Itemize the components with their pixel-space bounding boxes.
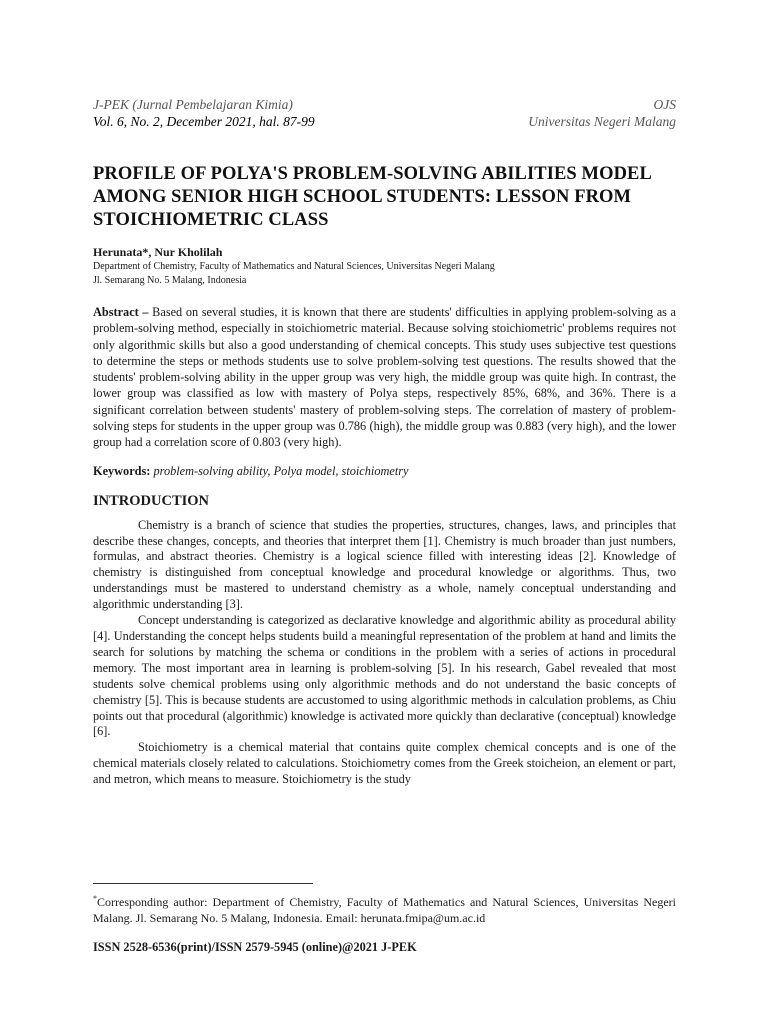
- header-right: [528, 96, 676, 130]
- keywords-text: problem-solving ability, Polya model, stoichiometry: [153, 463, 409, 478]
- footnote-rule: [93, 883, 313, 884]
- keywords-label: Keywords:: [93, 463, 151, 478]
- paper-page: [93, 96, 676, 788]
- abstract-label: Abstract –: [93, 305, 149, 319]
- affiliation-line-1: Department of Chemistry, Faculty of Mathematics and Natural Sciences, Universitas Negeri Malang: [93, 261, 495, 272]
- issn-line: ISSN 2528-6536(print)/ISSN 2579-5945 (online)@2021 J-PEK: [93, 940, 417, 954]
- volume-info: Vol. 6, No. 2, December 2021, hal. 87-99: [93, 114, 315, 129]
- intro-paragraph: Stoichiometry is a chemical material that contains quite complex chemical concepts and is one of the chemical materials closely related to calculations. Stoichiometry comes from the Greek stoicheion, an element or part, and metron, which means to measure. Stoichiometry is the study: [93, 740, 676, 787]
- university-name: Universitas Negeri Malang: [528, 114, 676, 129]
- intro-paragraph: Concept understanding is categorized as declarative knowledge and algorithmic ability as procedural ability [4]. Understanding the concept helps students build a meaningful representation of the problem at hand and limits the search for solutions by matching the schema or conditions in the problem with a series of actions in procedural memory. The most important area in learning is problem-solving [5]. In his research, Gabel revealed that most students solve chemical problems using only algorithmic methods and do not understand the basic concepts of chemistry [5]. This is because students are accustomed to using algorithmic methods in calculation problems, as Chiu points out that procedural (algorithmic) knowledge is activated more quickly than declarative (conceptual) knowledge [6].: [93, 613, 676, 739]
- introduction-heading: INTRODUCTION: [93, 492, 210, 509]
- running-header: [93, 96, 676, 130]
- intro-paragraph: Chemistry is a branch of science that studies the properties, structures, changes, laws, and principles that describe these changes, concepts, and theories that interpret them [1]. Chemistry is much broader than just numbers, formulas, and abstract theories. Chemistry is a logical science filled with interesting ideas [2]. Knowledge of chemistry is distinguished from conceptual knowledge and procedural knowledge or algorithms. Thus, two understandings must be mastered to understand chemistry as a whole, namely conceptual understanding and algorithmic understanding [3].: [93, 517, 676, 612]
- ojs-label: OJS: [653, 97, 676, 112]
- footnote: [93, 891, 676, 926]
- abstract: [93, 304, 676, 451]
- footnote-text: Corresponding author: Department of Chemistry, Faculty of Mathematics and Natural Sciences, Universitas Negeri Malang. Jl. Semarang No. 5 Malang, Indonesia. Email: herunata.fmipa@um.ac.id: [93, 895, 676, 925]
- abstract-text: Based on several studies, it is known that there are students' difficulties in applying problem-solving as a problem-solving method, especially in stoichiometric material. Because solving stoichiometric' problems requires not only algorithmic skills but also a good understanding of chemical concepts. This study uses subjective test questions to determine the steps or methods students use to solve problem-solving test questions. The results showed that the students' problem-solving ability in the upper group was very high, the middle group was quite high. In contrast, the lower group was classified as low with mastery of Polya steps, respectively 85%, 68%, and 36%. There is a significant correlation between students' mastery of problem-solving steps. The correlation of mastery of problem-solving steps for students in the upper group was 0.786 (high), the middle group was 0.883 (very high), and the lower group had a correlation score of 0.803 (very high).: [93, 305, 677, 450]
- keywords: [93, 463, 676, 479]
- journal-name: J-PEK (Jurnal Pembelajaran Kimia): [93, 97, 293, 112]
- authors: Herunata*, Nur Kholilah: [93, 245, 223, 259]
- affiliation-line-2: Jl. Semarang No. 5 Malang, Indonesia: [93, 275, 247, 286]
- header-left: [93, 96, 315, 130]
- footnote-marker: *: [93, 894, 97, 903]
- paper-title: PROFILE OF POLYA'S PROBLEM-SOLVING ABILITIES MODEL AMONG SENIOR HIGH SCHOOL STUDENTS: LESSON FROM STOICHIOMETRIC CLASS: [93, 164, 651, 230]
